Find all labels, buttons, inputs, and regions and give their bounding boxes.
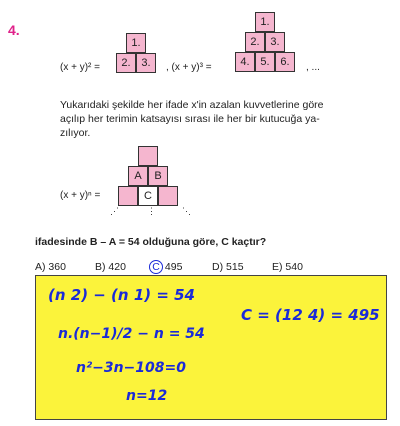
dots: ⋮	[147, 206, 156, 216]
dots: ⋱	[182, 206, 191, 216]
pyramid-cell: 1.	[126, 33, 146, 53]
work-line: n.(n−1)/2 − n = 54	[58, 326, 205, 342]
expr-cube: , (x + y)³ =	[166, 62, 212, 73]
pyramid-cell	[158, 186, 178, 206]
description-line: zılıyor.	[60, 127, 91, 139]
pyramid-cell: 3.	[136, 53, 156, 73]
pyramid-cell: 1.	[255, 12, 275, 32]
option-d[interactable]: D) 515	[212, 261, 244, 273]
pyramid-cell: 3.	[265, 32, 285, 52]
pyramid-cell: 4.	[235, 52, 255, 72]
pyramid-cell	[138, 146, 158, 166]
work-line: n²−3n−108=0	[76, 360, 186, 376]
expr-n: (x + y)ⁿ =	[60, 190, 101, 201]
description-line: Yukarıdaki şekilde her ifade x'in azalan kuvvetlerine göre	[60, 99, 324, 111]
option-c[interactable]: C 495	[150, 261, 182, 273]
pyramid-cell: B	[148, 166, 168, 186]
option-b[interactable]: B) 420	[95, 261, 126, 273]
pyramid-cell: 2.	[245, 32, 265, 52]
question-number: 4.	[8, 22, 20, 38]
pyramid-cell: C	[138, 186, 158, 206]
solution-area	[35, 275, 387, 420]
selection-circle	[149, 260, 163, 274]
work-result: C = (12 4) = 495	[241, 306, 380, 324]
expr-square: (x + y)² =	[60, 62, 101, 73]
description-line: açılıp her terimin katsayısı sırası ile her bir kutucuğa ya-	[60, 113, 320, 125]
option-a[interactable]: A) 360	[35, 261, 66, 273]
expr-tail: , ...	[306, 62, 320, 73]
pyramid-cell: 2.	[116, 53, 136, 73]
pyramid-cell	[118, 186, 138, 206]
question-text: ifadesinde B – A = 54 olduğuna göre, C kaçtır?	[35, 236, 267, 248]
work-line: n=12	[126, 388, 168, 404]
work-line: (n 2) − (n 1) = 54	[48, 286, 195, 304]
pyramid-cell: 6.	[275, 52, 295, 72]
pyramid-cell: A	[128, 166, 148, 186]
pyramid-cell: 5.	[255, 52, 275, 72]
option-e[interactable]: E) 540	[272, 261, 303, 273]
dots: ⋰	[110, 206, 119, 216]
